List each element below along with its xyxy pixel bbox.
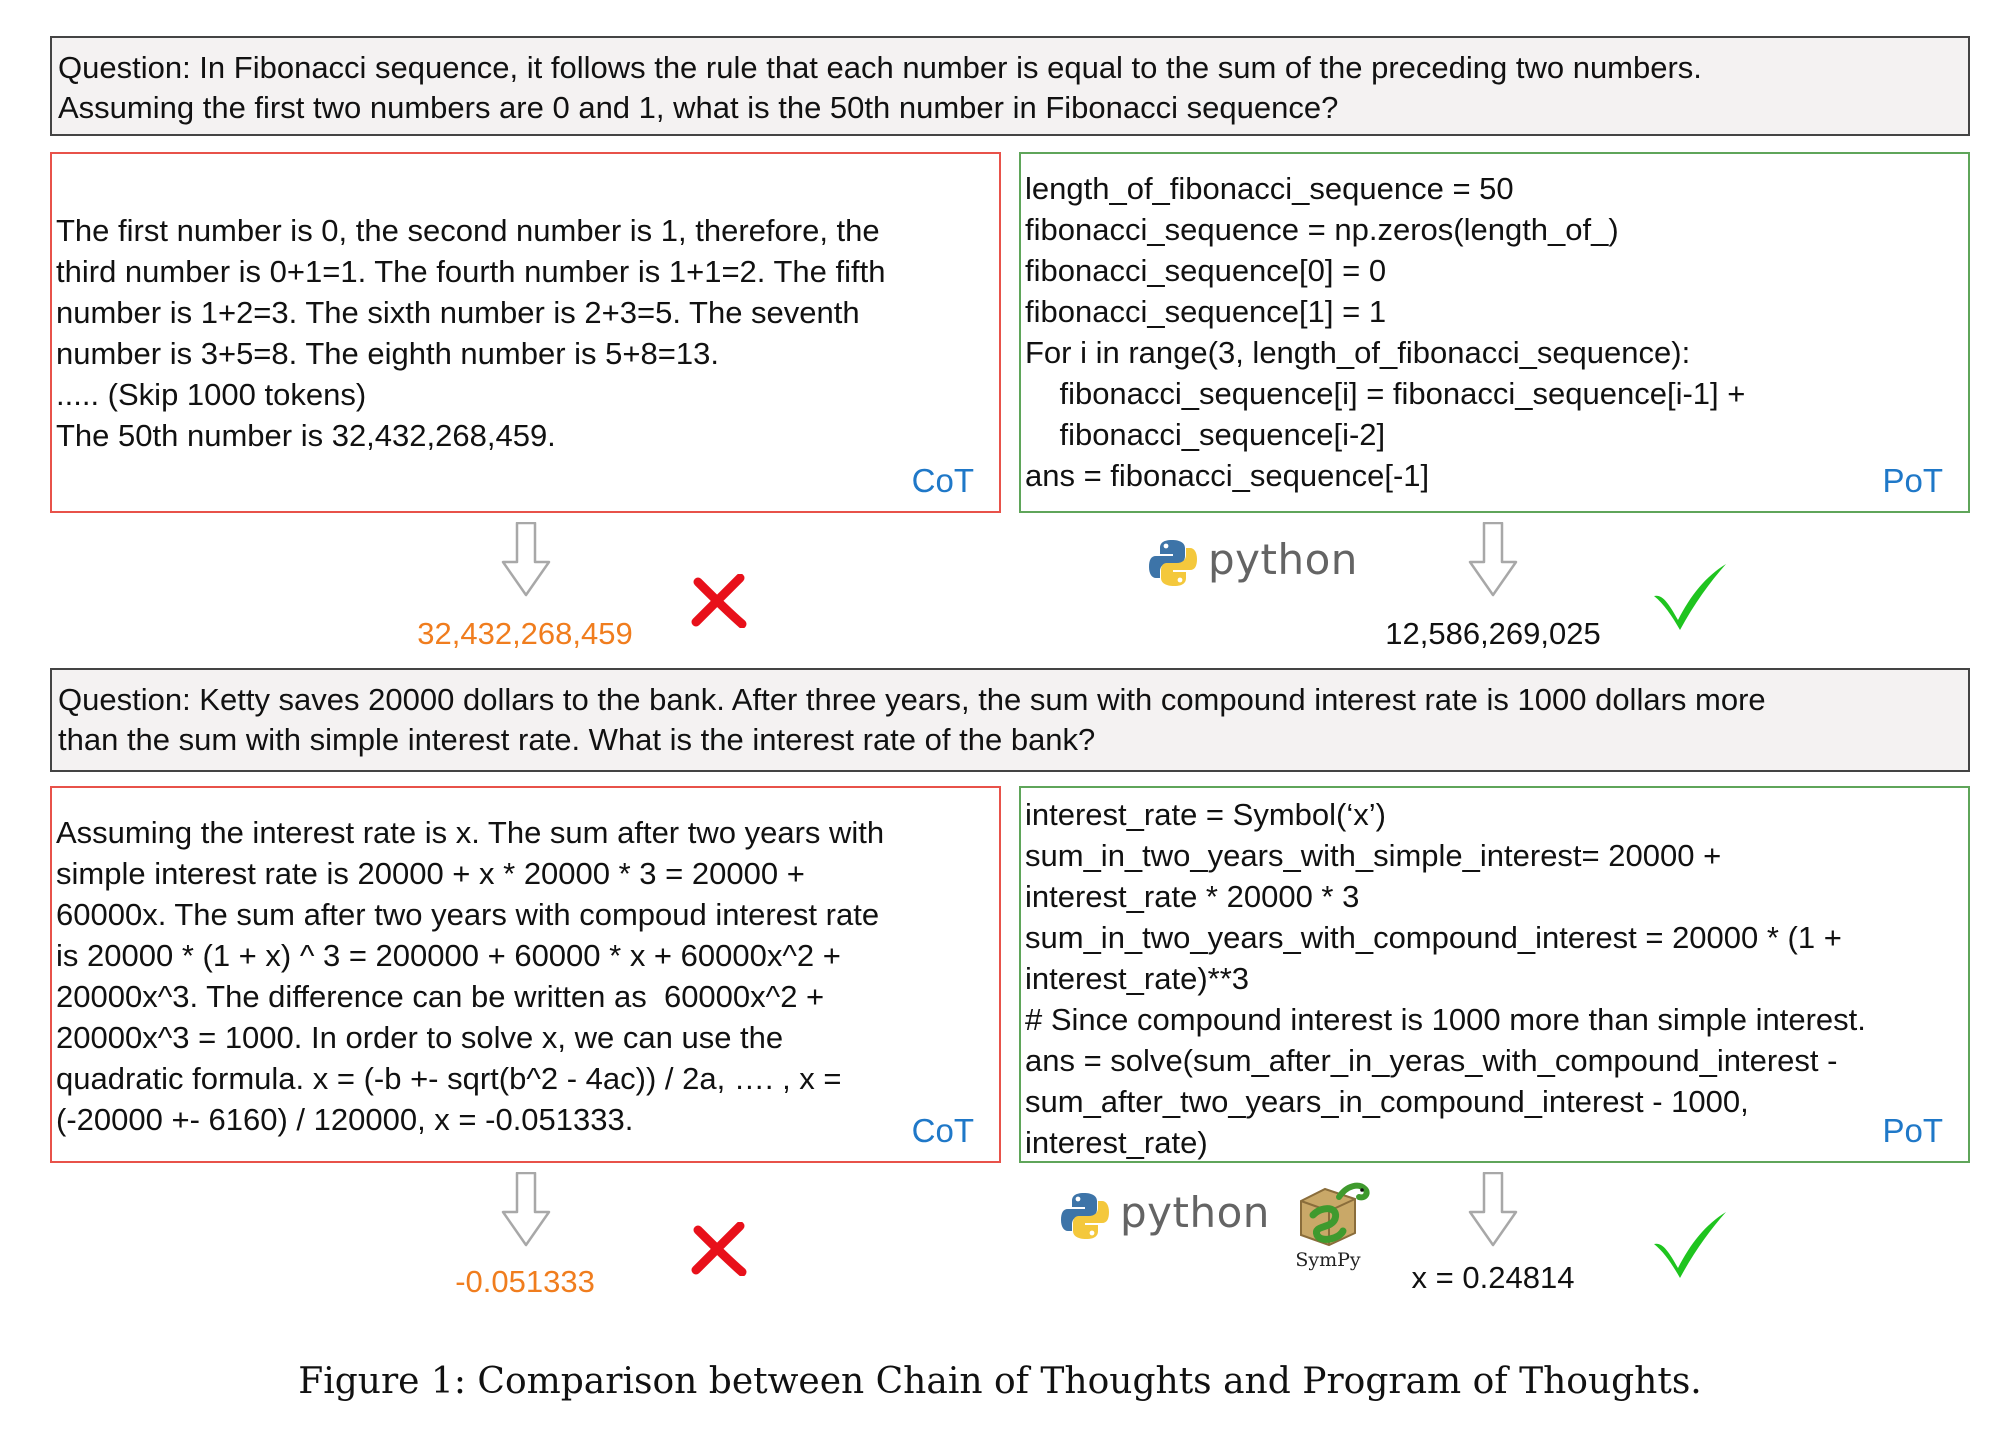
pot-panel-fibonacci — [1019, 152, 1970, 513]
question-box-fibonacci — [50, 36, 1970, 136]
pot-label: PoT — [1882, 462, 1943, 499]
figure-caption: Figure 1: Comparison between Chain of Thoughts and Program of Thoughts. — [298, 1361, 1702, 1402]
down-arrow-icon — [1468, 522, 1518, 597]
cot-label: CoT — [911, 462, 974, 499]
cot-reasoning-text: Assuming the interest rate is x. The sum after two years with simple interest rate is 20000 + x * 20000 * 3 = 20000 + 60000x. The sum after two years with compoud interest rate is 20000 * (1 + x) ^ 3 = 200000 + 60000 * x + 60000x^2 + 20000x^3. The difference can be written as 60000x^2 + 20000x^3 = 1000. In order to solve x, we can use the quadratic formula. x = (-b +- sqrt(b^2 - 4ac)) / 2a, …. , x = (-20000 +- 6160) / 120000, x = -0.051333. — [56, 815, 885, 1137]
cot-label: CoT — [911, 1112, 974, 1149]
cot-panel-fibonacci — [50, 152, 1001, 513]
cot-reasoning-text: The first number is 0, the second number is 1, therefore, the third number is 0+1=1. The fourth number is 1+1=2. The fifth number is 1+2=3. The sixth number is 2+3=5. The seventh number is 3+5=8. The eighth number is 5+8=13. ..... (Skip 1000 tokens) The 50th number is 32,432,268,459. — [56, 213, 886, 453]
cot-result: 32,432,268,459 — [417, 616, 633, 651]
cot-panel-interest — [50, 786, 1001, 1163]
sympy-snake-icon — [1283, 1175, 1373, 1249]
pot-result: x = 0.24814 — [1411, 1260, 1575, 1295]
question-text: Question: Ketty saves 20000 dollars to the bank. After three years, the sum with compound interest rate is 1000 dollars more than the sum with simple interest rate. What is the interest rate of the bank? — [58, 682, 1766, 757]
question-text: Question: In Fibonacci sequence, it follows the rule that each number is equal to the sum of the preceding two numbers. Assuming the first two numbers are 0 and 1, what is the 50th number in Fibonacci sequence? — [58, 50, 1702, 125]
pot-code-text: length_of_fibonacci_sequence = 50 fibonacci_sequence = np.zeros(length_of_) fibonacci_sequence[0] = 0 fibonacci_sequence[1] = 1 For i in range(3, length_of_fibonacci_sequence): fibonacci_sequence[i] = fibonacci_sequence[i-1] + fibonacci_sequence[i-2] ans = fibonacci_sequence[-1] — [1025, 171, 1746, 493]
python-wordmark: python — [1120, 1188, 1270, 1237]
down-arrow-icon — [501, 522, 551, 597]
cot-result: -0.051333 — [455, 1264, 595, 1299]
checkmark-icon — [1650, 1208, 1730, 1280]
python-snake-icon — [1060, 1191, 1110, 1241]
pot-result: 12,586,269,025 — [1385, 616, 1601, 651]
question-box-interest — [50, 668, 1970, 772]
sympy-wordmark: SymPy — [1295, 1249, 1361, 1271]
pot-panel-interest — [1019, 786, 1970, 1163]
down-arrow-icon — [1468, 1172, 1518, 1247]
python-logo — [1148, 532, 1358, 592]
pot-code-text: interest_rate = Symbol(‘x’) sum_in_two_years_with_simple_interest= 20000 + interest_rate * 20000 * 3 sum_in_two_years_with_compound_interest = 20000 * (1 + interest_rate)**3 # Since compound interest is 1000 more than simple interest. ans = solve(sum_after_in_yeras_with_compound_interest - sum_after_two_years_in_compound_interest - 1000, interest_rate) — [1025, 797, 1866, 1160]
python-logo — [1060, 1185, 1270, 1245]
checkmark-icon — [1650, 560, 1730, 632]
pot-label: PoT — [1882, 1112, 1943, 1149]
python-wordmark: python — [1208, 535, 1358, 584]
down-arrow-icon — [501, 1172, 551, 1247]
cross-icon — [690, 1222, 748, 1276]
python-snake-icon — [1148, 538, 1198, 588]
cross-icon — [690, 574, 748, 628]
